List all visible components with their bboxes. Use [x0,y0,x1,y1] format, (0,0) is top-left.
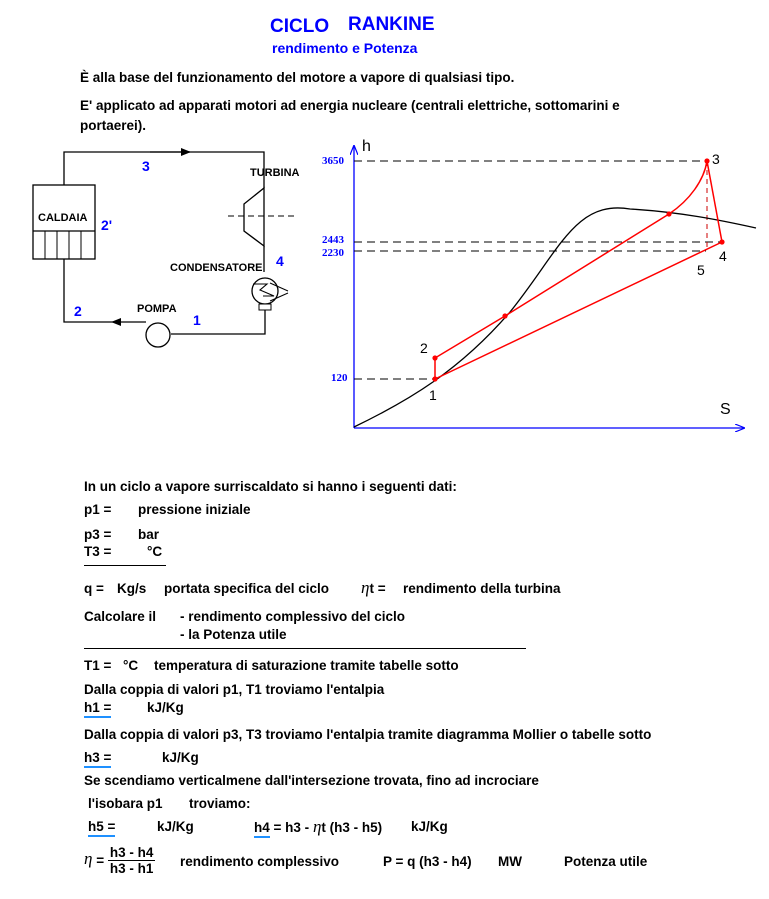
point-3-label: 3 [712,151,720,167]
state-point-3 [704,158,709,163]
h5-intro-2: l'isobara p1 [88,796,163,811]
problem-intro: In un ciclo a vapore surriscaldato si hanno i seguenti dati: [84,479,457,494]
point-4-label: 4 [719,248,727,264]
tick-2443: 2443 [322,234,344,246]
state-point-2 [432,355,437,360]
h-axis-label: h [362,138,371,155]
intro-line-2: E' applicato ad apparati motori ad energia nucleare (centrali elettriche, sottomarini e [80,98,620,113]
point-1-label: 1 [429,387,437,403]
h5-label: h5 = [88,819,115,837]
page-title-rankine: RANKINE [348,14,435,35]
p3-label: p3 = [84,527,112,542]
state-3-label: 3 [142,158,150,174]
frac-denominator: h3 - h1 [109,861,154,876]
turbina-label: TURBINA [250,167,300,179]
h5-intro-1: Se scendiamo verticalmene dall'intersezione trovata, fino ad incrociare [84,773,539,788]
state-point-4 [719,239,724,244]
frac-numerator: h3 - h4 [109,845,154,860]
state-1-label: 1 [193,312,201,328]
intro-line-3: portaerei). [80,118,147,133]
h1-unit: kJ/Kg [147,700,184,715]
h4-formula: h4 = h3 - ηt (h3 - h5) [254,817,383,836]
h4-label: h4 [254,820,270,838]
h3-unit: kJ/Kg [162,750,199,765]
h3-label: h3 = [84,750,111,768]
h1-label: h1 = [84,700,111,718]
p1-desc: pressione iniziale [138,502,251,517]
state-2-label: 2 [74,303,82,319]
tick-2230: 2230 [322,247,344,259]
state-point-2prime [502,313,507,318]
T1-desc: temperatura di saturazione tramite tabelle sotto [154,658,459,673]
s-axis-label: S [720,401,731,418]
T1-label: T1 = [84,658,112,673]
calc-item-1: - rendimento complessivo del ciclo [180,609,406,624]
divider-2 [84,648,526,649]
state-4-label: 4 [276,253,284,269]
P-unit: MW [498,854,522,869]
P-desc: Potenza utile [564,854,648,869]
T3-unit: °C [147,544,163,559]
cycle-condensation-line [435,242,722,379]
q-label: q = [84,581,104,596]
cycle-heating-line [435,214,669,379]
intro-line-1: È alla base del funzionamento del motore a vapore di qualsiasi tipo. [80,70,515,85]
state-2prime-label: 2' [101,217,113,233]
calc-item-2: - la Potenza utile [180,627,287,642]
P-formula: P = q (h3 - h4) [383,854,472,869]
tick-120: 120 [331,372,348,384]
q-unit: Kg/s [117,581,147,596]
eta-t-desc: rendimento della turbina [403,581,561,596]
state-point-sat [666,211,671,216]
saturation-curve [354,208,756,427]
page-title-ciclo: CICLO [270,16,330,37]
pompa-label: POMPA [137,303,177,315]
divider-1 [84,565,166,566]
point-5-label: 5 [697,262,705,278]
page-subtitle: rendimento e Potenza [272,40,418,56]
h3-intro: Dalla coppia di valori p3, T3 troviamo l'entalpia tramite diagramma Mollier o tabelle sotto [84,727,652,742]
eta-desc: rendimento complessivo [180,854,340,869]
T1-unit: °C [123,658,139,673]
h5-intro-3: troviamo: [189,796,251,811]
h1-intro: Dalla coppia di valori p1, T1 troviamo l'entalpia [84,682,385,697]
calc-label: Calcolare il [84,609,157,624]
condensatore-label: CONDENSATORE [170,262,263,274]
T3-label: T3 = [84,544,112,559]
eta-t-label: ηt = [361,578,386,597]
caldaia-label: CALDAIA [38,212,88,224]
tick-3650: 3650 [322,155,344,167]
eta-fraction [108,845,156,876]
p1-label: p1 = [84,502,112,517]
eta-formula: η = $\frac{h3 - h4}{h3 - h1}$ [84,845,154,876]
q-desc: portata specifica del ciclo [164,581,330,596]
h4-unit: kJ/Kg [411,819,448,834]
p3-unit: bar [138,527,160,542]
h5-unit: kJ/Kg [157,819,194,834]
point-2-label: 2 [420,340,428,356]
cycle-expansion-line [707,161,722,242]
state-point-1 [432,376,437,381]
